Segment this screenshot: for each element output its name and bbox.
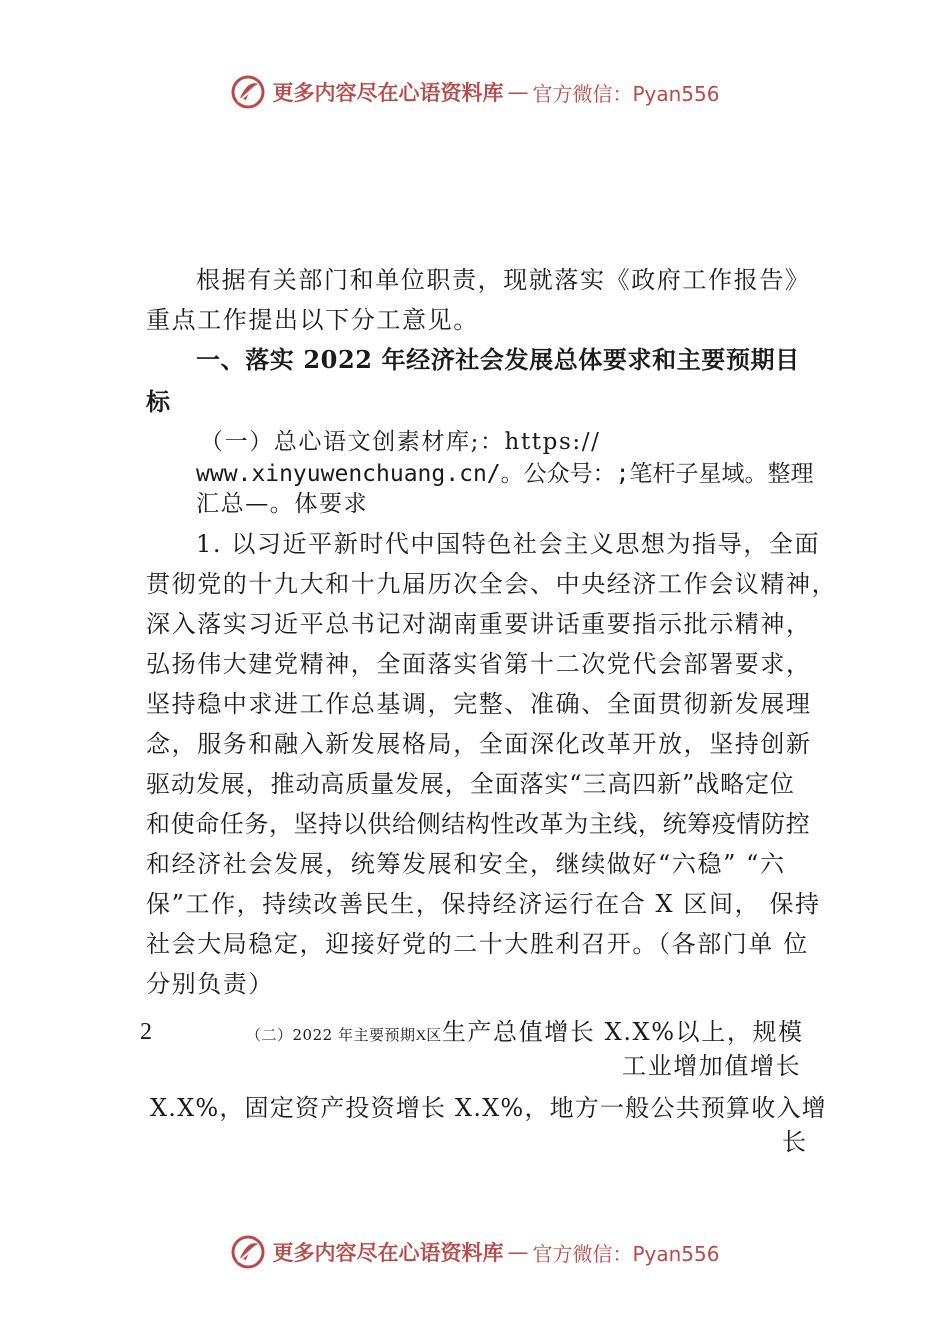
sub-heading-1: （一）总心语文创素材库;：https://	[200, 429, 601, 455]
paragraph-line: 社会大局稳定，迎接好党的二十大胜利召开。（各部门单 位	[146, 930, 809, 958]
paragraph-line: 念，服务和融入新发展格局，全面深化改革开放，坚持创新	[146, 730, 812, 758]
banner-wechat: 官方微信：Pyan556	[532, 81, 720, 106]
paragraph-line: 1. 以习近平新时代中国特色社会主义思想为指导，全面	[196, 530, 821, 558]
sub-heading-2-x: X	[415, 1028, 427, 1044]
paragraph-line: 坚持稳中求进工作总基调，完整、准确、全面贯彻新发展理	[146, 690, 812, 718]
banner-wechat: 官方微信：Pyan556	[532, 1241, 720, 1266]
footer-banner	[0, 1230, 950, 1274]
library-logo-icon	[230, 1234, 266, 1270]
header-banner	[0, 70, 950, 114]
paragraph-line: 分别负责）	[146, 970, 274, 998]
intro-line-2: 重点工作提出以下分工意见。	[146, 306, 479, 334]
paragraph-line: 贯彻党的十九大和十九届历次全会、中央经济工作会议精神，	[146, 570, 838, 598]
paragraph-line: 和经济社会发展，统筹发展和安全，继续做好“六稳” “六	[146, 850, 786, 878]
sub-heading-2-rest: 生产总值增长 X.X%以上，规模	[441, 1018, 804, 1046]
heading-1-cont: 标	[146, 387, 172, 416]
banner-text: 更多内容尽在心语资料库	[272, 1241, 504, 1265]
paragraph-line: 和使命任务，坚持以供给侧结构性改革为主线，统筹疫情防控	[146, 810, 811, 838]
paragraph-line: 弘扬伟大建党精神，全面落实省第十二次党代会部署要求，	[146, 650, 812, 678]
sub-heading-2-qu: 区	[426, 1026, 442, 1044]
intro-line-1: 根据有关部门和单位职责，现就落实《政府工作报告》	[196, 266, 811, 294]
paragraph-line: 驱动发展，推动高质量发展，全面落实“三高四新”战略定位	[146, 770, 795, 798]
heading-1: 一、落实 2022 年经济社会发展总体要求和主要预期目	[196, 345, 800, 374]
sub-heading-1-end: 汇总—。体要求	[196, 491, 369, 517]
sub-heading-1-url: www.xinyuwenchuang.cn/。公众号：;笔杆子星域。整理	[196, 461, 814, 487]
sub-heading-2-line-2: 工业增加值增长	[622, 1052, 802, 1080]
paragraph-line: 保”工作，持续改善民生，保持经济运行在合 X 区间， 保持	[146, 890, 821, 918]
paragraph-line: 深入落实习近平总书记对湖南重要讲话重要指示批示精神，	[146, 610, 812, 638]
library-logo-icon	[230, 74, 266, 110]
sub-heading-2-line-4: 长	[782, 1128, 808, 1156]
section-number: 2	[140, 1019, 152, 1045]
banner-separator: —	[507, 80, 529, 104]
sub-heading-2-prefix: （二）2022 年主要预期	[246, 1026, 416, 1044]
sub-heading-2-line-3: X.X%，固定资产投资增长 X.X%，地方一般公共预算收入增	[150, 1094, 827, 1122]
banner-text: 更多内容尽在心语资料库	[272, 81, 504, 105]
banner-separator: —	[507, 1240, 529, 1264]
